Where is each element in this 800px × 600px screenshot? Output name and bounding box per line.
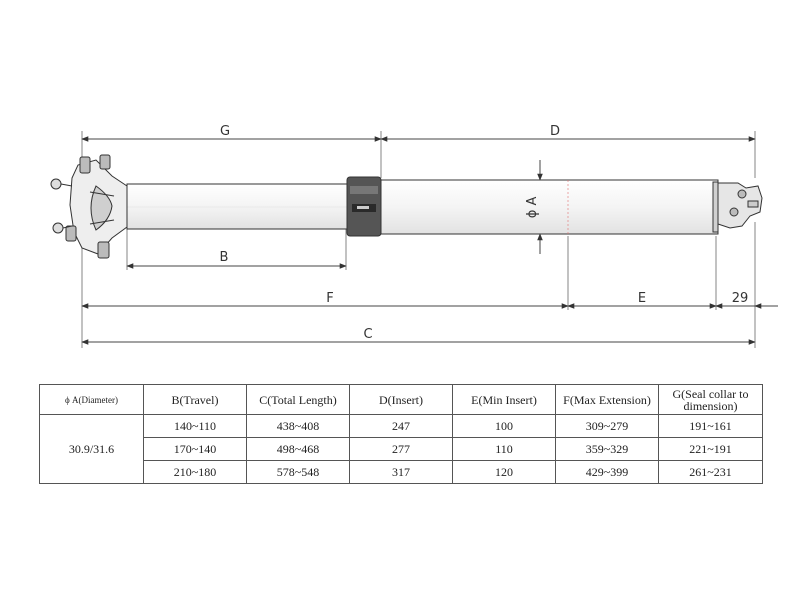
dimension-lines	[82, 139, 778, 342]
table-cell: 429~399	[556, 461, 659, 484]
dimension-label-e: E	[637, 291, 647, 306]
dimension-label-offset: 29	[731, 291, 749, 306]
table-cell: 170~140	[144, 438, 247, 461]
header-max-extension: F(Max Extension)	[556, 385, 659, 415]
dimension-label-c: C	[363, 327, 373, 342]
table-cell: 210~180	[144, 461, 247, 484]
table-cell: 261~231	[659, 461, 763, 484]
diameter-letter: A	[525, 196, 540, 206]
table-cell: 247	[350, 415, 453, 438]
extension-lines	[82, 131, 755, 348]
header-total-length: C(Total Length)	[247, 385, 350, 415]
saddle-clamp-head	[51, 155, 127, 258]
table-cell: 277	[350, 438, 453, 461]
table-cell: 317	[350, 461, 453, 484]
table-row	[40, 438, 763, 461]
header-seal-collar: G(Seal collar to dimension)	[659, 385, 763, 415]
table-cell: 359~329	[556, 438, 659, 461]
diameter-symbol: ϕ	[525, 209, 540, 219]
cable-actuator	[718, 183, 762, 228]
dimension-label-g: G	[219, 124, 231, 139]
table-cell: 438~408	[247, 415, 350, 438]
table-cell: 309~279	[556, 415, 659, 438]
header-insert: D(Insert)	[350, 385, 453, 415]
diameter-cell: 30.9/31.6	[40, 415, 144, 484]
table-cell: 120	[453, 461, 556, 484]
specification-table	[39, 384, 763, 484]
seatpost-body	[127, 177, 718, 236]
table-cell: 140~110	[144, 415, 247, 438]
header-diameter: ϕ A(Diameter)	[40, 385, 144, 415]
table-row	[40, 415, 763, 438]
table-cell: 221~191	[659, 438, 763, 461]
header-travel: B(Travel)	[144, 385, 247, 415]
table-cell: 100	[453, 415, 556, 438]
table-cell: 191~161	[659, 415, 763, 438]
table-cell: 578~548	[247, 461, 350, 484]
table-cell: 498~468	[247, 438, 350, 461]
dimension-label-f: F	[326, 291, 334, 306]
table-cell: 110	[453, 438, 556, 461]
table-row	[40, 461, 763, 484]
table-header-row	[40, 385, 763, 415]
dimension-label-d: D	[549, 124, 561, 139]
header-min-insert: E(Min Insert)	[453, 385, 556, 415]
dimension-label-b: B	[219, 250, 229, 265]
